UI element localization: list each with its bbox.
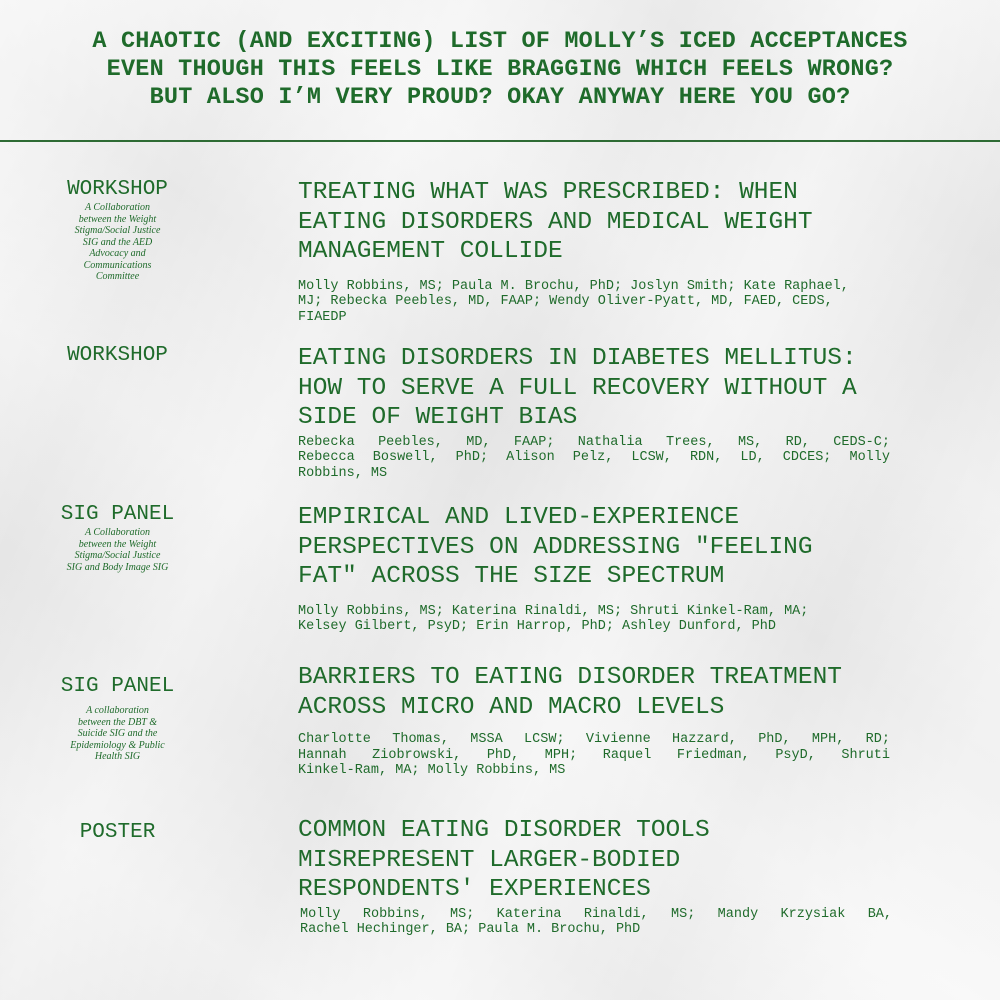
note-line: Communications [83, 259, 152, 271]
collaboration-note [48, 202, 188, 283]
note-line: Advocacy and [89, 248, 146, 259]
title-line: EATING DISORDERS IN DIABETES MELLITUS: [298, 345, 857, 372]
entry-details [298, 178, 978, 325]
note-line: A collaboration [86, 705, 149, 716]
note-line: Epidemiology & Public [70, 739, 165, 751]
note-line: between the DBT & [78, 716, 157, 728]
entry-type-label: POSTER [79, 821, 156, 844]
note-line: Committee [95, 271, 140, 282]
entry-type-label: WORKSHOP [67, 178, 168, 201]
author-line: Hannah Ziobrowski, PhD, MPH; Raquel Friedman, PsyD, Shruti [298, 747, 890, 763]
page-header [0, 28, 1000, 112]
entry-type-column [30, 663, 205, 763]
author-line: Charlotte Thomas, MSSA LCSW; Vivienne Hazzard, PhD, MPH, RD; [298, 732, 890, 747]
title-line: TREATING WHAT WAS PRESCRIBED: WHEN [298, 179, 798, 206]
author-line: Kinkel-Ram, MA; Molly Robbins, MS [298, 763, 566, 778]
entry-title [298, 503, 978, 592]
title-line: PERSPECTIVES ON ADDRESSING "FEELING [298, 533, 813, 561]
title-line: SIDE OF WEIGHT BIAS [298, 404, 578, 431]
entry-type-column [30, 178, 205, 283]
title-line: COMMON EATING DISORDER TOOLS [298, 817, 710, 844]
entry-title [298, 663, 978, 722]
note-line: between the Weight [78, 213, 157, 225]
note-line: between the Weight [78, 538, 157, 550]
entry-title [298, 178, 978, 267]
entry-authors [298, 907, 892, 938]
title-line: ACROSS MICRO AND MACRO LEVELS [298, 693, 725, 721]
note-line: Stigma/Social Justice [74, 550, 161, 561]
entry-type-column [30, 503, 205, 573]
title-line: FAT" ACROSS THE SIZE SPECTRUM [298, 563, 725, 590]
author-line: Molly Robbins, MS; Katerina Rinaldi, MS; Mandy Krzysiak BA, [300, 906, 892, 922]
entry-details [298, 503, 978, 635]
author-line: Robbins, MS [298, 465, 388, 481]
entry-authors [298, 435, 890, 482]
note-line: A Collaboration [84, 202, 151, 213]
entry-details [298, 344, 978, 481]
entry-title [298, 816, 978, 905]
author-line: Molly Robbins, MS; Katerina Rinaldi, MS; Shruti Kinkel-Ram, MA; [298, 603, 809, 619]
title-line: EATING DISORDERS AND MEDICAL WEIGHT [298, 208, 813, 236]
author-line: FIAEDP [298, 309, 347, 325]
header-line: BUT ALSO I’M VERY PROUD? OKAY ANYWAY HERE YOU GO? [149, 84, 851, 111]
collaboration-note [38, 705, 198, 763]
entry-type-label: SIG PANEL [60, 675, 175, 698]
entry-type-label: SIG PANEL [60, 503, 175, 526]
note-line: SIG and the AED [82, 236, 153, 248]
author-line: MJ; Rebecka Peebles, MD, FAAP; Wendy Oliver-Pyatt, MD, FAED, CEDS, [298, 294, 833, 309]
entry-authors [298, 604, 978, 635]
entry-details [298, 816, 978, 938]
collaboration-note [38, 527, 198, 573]
entry-type-label: WORKSHOP [67, 344, 168, 367]
title-line: EMPIRICAL AND LIVED-EXPERIENCE [298, 504, 740, 531]
entry-details [298, 663, 978, 779]
note-line: SIG and Body Image SIG [66, 561, 169, 573]
entry-type-column [30, 344, 205, 368]
author-line: Rachel Hechinger, BA; Paula M. Brochu, PhD [300, 922, 641, 937]
note-line: Health SIG [94, 751, 141, 762]
entry-type-column [30, 816, 205, 845]
header-line: EVEN THOUGH THIS FEELS LIKE BRAGGING WHICH FEELS WRONG? [106, 56, 894, 83]
entry-authors [298, 279, 978, 326]
title-line: RESPONDENTS' EXPERIENCES [298, 876, 651, 903]
title-line: BARRIERS TO EATING DISORDER TREATMENT [298, 664, 842, 691]
title-line: MISREPRESENT LARGER-BODIED [298, 846, 681, 874]
title-line: HOW TO SERVE A FULL RECOVERY WITHOUT A [298, 374, 857, 402]
note-line: A Collaboration [84, 527, 151, 538]
author-line: Rebecka Peebles, MD, FAAP; Nathalia Trees, MS, RD, CEDS-C; [298, 434, 890, 450]
header-line: A CHAOTIC (AND EXCITING) LIST OF MOLLY’S ICED ACCEPTANCES [92, 28, 908, 55]
author-line: Rebecca Boswell, PhD; Alison Pelz, LCSW, RDN, LD, CDCES; Molly [298, 450, 890, 465]
entry-title [298, 344, 978, 433]
author-line: Kelsey Gilbert, PsyD; Erin Harrop, PhD; Ashley Dunford, PhD [298, 619, 776, 634]
note-line: Suicide SIG and the [77, 728, 158, 739]
title-line: MANAGEMENT COLLIDE [298, 238, 563, 265]
note-line: Stigma/Social Justice [74, 225, 161, 236]
author-line: Molly Robbins, MS; Paula M. Brochu, PhD; Joslyn Smith; Kate Raphael, [298, 278, 849, 294]
entry-authors [298, 732, 890, 779]
header-divider [0, 140, 1000, 142]
